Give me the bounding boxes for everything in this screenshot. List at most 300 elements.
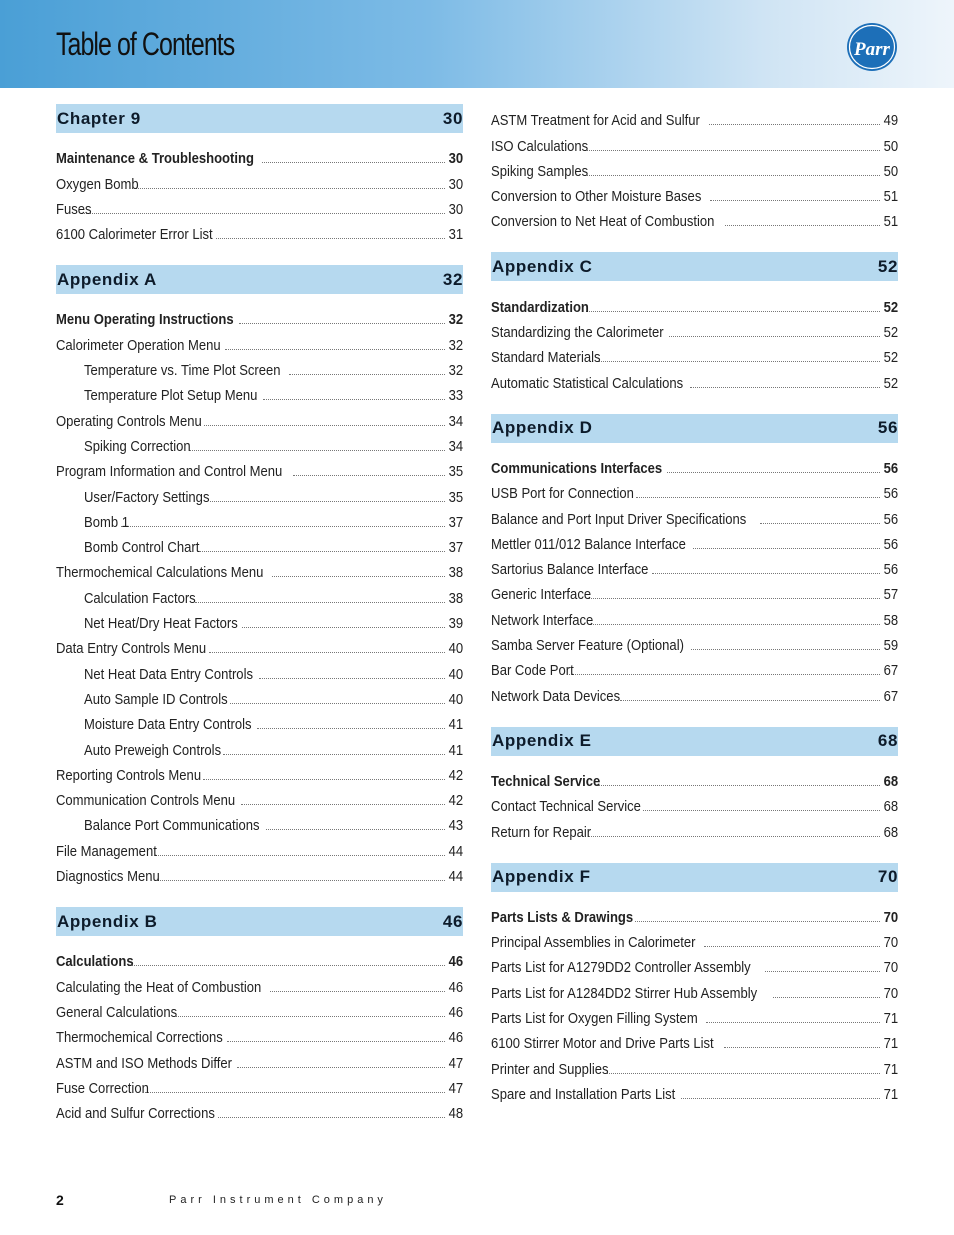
- dot-leader: [590, 624, 879, 625]
- dot-leader: [773, 997, 880, 998]
- dot-leader: [230, 703, 444, 704]
- dot-leader: [765, 971, 880, 972]
- toc-entry-label: Automatic Statistical Calculations: [491, 375, 684, 392]
- toc-entry[interactable]: [491, 629, 898, 654]
- toc-entry[interactable]: [491, 679, 898, 704]
- toc-entry[interactable]: [56, 683, 463, 708]
- toc-entry-page: 50: [883, 138, 898, 155]
- dot-leader: [239, 323, 445, 324]
- toc-entry-label: Bar Code Port: [491, 663, 574, 680]
- toc-entry-label: Contact Technical Service: [491, 799, 641, 816]
- toc-entry[interactable]: [56, 455, 463, 480]
- toc-entry-page: 59: [883, 638, 898, 655]
- toc-entry-page: 56: [883, 511, 898, 528]
- toc-entry-list: [56, 142, 463, 243]
- toc-entry-label: Balance and Port Input Driver Specifications: [491, 511, 747, 528]
- dot-leader: [270, 991, 445, 992]
- toc-entry-label: Parts List for A1279DD2 Controller Assembly: [491, 960, 751, 977]
- toc-entry-label: Thermochemical Corrections: [56, 1030, 223, 1047]
- toc-entry[interactable]: [56, 142, 463, 167]
- dot-leader: [225, 349, 445, 350]
- toc-entry-label: Mettler 011/012 Balance Interface: [491, 536, 686, 553]
- dot-leader: [598, 361, 879, 362]
- toc-entry-page: 38: [448, 565, 463, 582]
- toc-entry-label: Parts List for A1284DD2 Stirrer Hub Assembly: [491, 985, 758, 1002]
- dot-leader: [218, 1117, 445, 1118]
- dot-leader: [607, 1073, 880, 1074]
- toc-entry-page: 70: [883, 985, 898, 1002]
- toc-entry-label: Moisture Data Entry Controls: [84, 717, 252, 734]
- dot-leader: [710, 200, 879, 201]
- toc-entry-page: 37: [448, 514, 463, 531]
- toc-entry[interactable]: [56, 1072, 463, 1097]
- toc-entry-page: 43: [448, 818, 463, 835]
- page-title: Table of Contents: [56, 26, 235, 62]
- toc-entry[interactable]: [56, 193, 463, 218]
- dot-leader: [585, 150, 880, 151]
- toc-entry-label: 6100 Calorimeter Error List: [56, 227, 213, 244]
- toc-entry[interactable]: [491, 341, 898, 366]
- dot-leader: [586, 311, 880, 312]
- toc-entry-label: 6100 Stirrer Motor and Drive Parts List: [491, 1036, 714, 1053]
- footer-page-number: 2: [56, 1192, 64, 1208]
- dot-leader: [262, 162, 445, 163]
- toc-entry-list: [491, 104, 898, 230]
- toc-entry-label: Spiking Correction: [84, 438, 191, 455]
- toc-entry-label: Spiking Samples: [491, 163, 589, 180]
- toc-entry[interactable]: [491, 1052, 898, 1077]
- toc-entry[interactable]: [491, 976, 898, 1001]
- toc-entry-page: 56: [883, 460, 898, 477]
- toc-entry-page: 52: [883, 325, 898, 342]
- toc-entry[interactable]: [491, 815, 898, 840]
- toc-entry-label: User/Factory Settings: [84, 489, 210, 506]
- section-heading[interactable]: [56, 907, 463, 936]
- toc-entry-page: 31: [448, 227, 463, 244]
- toc-entry[interactable]: [491, 104, 898, 129]
- toc-entry-page: 71: [883, 1086, 898, 1103]
- toc-entry-label: Bomb Control Chart: [84, 540, 200, 557]
- toc-entry[interactable]: [56, 379, 463, 404]
- toc-entry[interactable]: [56, 1097, 463, 1122]
- toc-entry[interactable]: [491, 553, 898, 578]
- toc-entry[interactable]: [56, 354, 463, 379]
- section-heading-label: Chapter 9: [57, 108, 141, 128]
- toc-entry-page: 33: [448, 388, 463, 405]
- section-heading[interactable]: [491, 863, 898, 892]
- toc-entry-label: Operating Controls Menu: [56, 413, 202, 430]
- toc-entry-list: [56, 945, 463, 1122]
- toc-entry-label: Fuses: [56, 201, 92, 218]
- dot-leader: [272, 576, 445, 577]
- toc-entry-page: 32: [448, 312, 463, 329]
- toc-entry-label: Network Data Devices: [491, 688, 621, 705]
- toc-entry-label: Conversion to Net Heat of Combustion: [491, 214, 715, 231]
- toc-entry-label: Principal Assemblies in Calorimeter: [491, 935, 696, 952]
- toc-entry-label: Net Heat/Dry Heat Factors: [84, 616, 238, 633]
- toc-entry-page: 41: [448, 717, 463, 734]
- toc-entry-page: 40: [448, 691, 463, 708]
- dot-leader: [157, 880, 445, 881]
- dot-leader: [598, 785, 880, 786]
- toc-entry-label: Parts Lists & Drawings: [491, 909, 634, 926]
- toc-entry-label: Reporting Controls Menu: [56, 767, 202, 784]
- dot-leader: [704, 946, 880, 947]
- toc-entry-page: 40: [448, 641, 463, 658]
- toc-entry[interactable]: [491, 155, 898, 180]
- dot-leader: [241, 804, 445, 805]
- parr-logo-icon: [846, 22, 898, 72]
- toc-entry-label: Standardization: [491, 299, 589, 316]
- toc-entry-page: 34: [448, 413, 463, 430]
- toc-entry-label: ASTM Treatment for Acid and Sulfur: [491, 113, 700, 130]
- toc-entry-label: Return for Repair: [491, 824, 592, 841]
- toc-left-column: [56, 104, 463, 1144]
- toc-entry-label: Standard Materials: [491, 350, 601, 367]
- toc-entry-page: 46: [448, 979, 463, 996]
- toc-entry-label: Calculation Factors: [84, 590, 196, 607]
- toc-entry-label: Program Information and Control Menu: [56, 464, 283, 481]
- dot-leader: [204, 425, 445, 426]
- toc-entry-list: [491, 290, 898, 391]
- section-heading[interactable]: [491, 252, 898, 281]
- dot-leader: [223, 754, 445, 755]
- dot-leader: [210, 501, 445, 502]
- toc-entry-label: Calorimeter Operation Menu: [56, 337, 221, 354]
- toc-section-appendix-b: [56, 907, 463, 1122]
- toc-entry[interactable]: [56, 607, 463, 632]
- toc-entry[interactable]: [56, 784, 463, 809]
- toc-entry-page: 56: [883, 536, 898, 553]
- toc-entry-label: File Management: [56, 843, 157, 860]
- toc-entry-label: Data Entry Controls Menu: [56, 641, 207, 658]
- toc-entry-page: 71: [883, 1036, 898, 1053]
- toc-entry[interactable]: [491, 654, 898, 679]
- dot-leader: [176, 1016, 445, 1017]
- section-heading-label: Appendix D: [492, 418, 593, 438]
- toc-entry[interactable]: [491, 926, 898, 951]
- dot-leader: [725, 225, 880, 226]
- toc-entry[interactable]: [491, 477, 898, 502]
- toc-entry[interactable]: [491, 1027, 898, 1052]
- dot-leader: [293, 475, 445, 476]
- section-heading-label: Appendix B: [57, 911, 158, 931]
- toc-entry-label: Temperature vs. Time Plot Screen: [84, 363, 281, 380]
- dot-leader: [121, 526, 445, 527]
- toc-section-continued: [491, 104, 898, 230]
- toc-entry-label: Maintenance & Troubleshooting: [56, 151, 254, 168]
- toc-entry[interactable]: [56, 657, 463, 682]
- dot-leader: [667, 472, 880, 473]
- toc-entry-label: Communications Interfaces: [491, 460, 663, 477]
- toc-entry[interactable]: [56, 531, 463, 556]
- toc-entry-label: Diagnostics Menu: [56, 869, 160, 886]
- toc-entry-page: 30: [448, 151, 463, 168]
- toc-entry[interactable]: [491, 452, 898, 477]
- toc-entry[interactable]: [56, 404, 463, 429]
- dot-leader: [706, 1022, 879, 1023]
- dot-leader: [724, 1047, 880, 1048]
- footer-company: Parr Instrument Company: [169, 1194, 387, 1206]
- toc-entry-label: Balance Port Communications: [84, 818, 260, 835]
- dot-leader: [690, 387, 880, 388]
- toc-entry-label: Conversion to Other Moisture Bases: [491, 189, 702, 206]
- toc-entry[interactable]: [56, 733, 463, 758]
- toc-right-column: [491, 104, 898, 1125]
- toc-entry-page: 34: [448, 438, 463, 455]
- toc-entry-label: Fuse Correction: [56, 1080, 149, 1097]
- toc-entry-label: Oxygen Bomb: [56, 176, 139, 193]
- toc-entry-label: Temperature Plot Setup Menu: [84, 388, 258, 405]
- toc-entry-page: 46: [448, 954, 463, 971]
- toc-entry[interactable]: [491, 290, 898, 315]
- toc-section-appendix-c: [491, 252, 898, 391]
- toc-entry-list: [56, 303, 463, 885]
- section-heading[interactable]: [491, 414, 898, 443]
- dot-leader: [203, 779, 445, 780]
- toc-entry-page: 37: [448, 540, 463, 557]
- toc-entry[interactable]: [56, 167, 463, 192]
- toc-entry-page: 51: [883, 189, 898, 206]
- toc-entry[interactable]: [56, 556, 463, 581]
- toc-entry[interactable]: [56, 809, 463, 834]
- toc-entry-list: [491, 765, 898, 841]
- logo-text: Parr: [854, 39, 890, 60]
- toc-entry[interactable]: [56, 708, 463, 733]
- section-heading-page: 68: [877, 731, 898, 751]
- dot-leader: [216, 238, 445, 239]
- toc-entry-page: 40: [448, 666, 463, 683]
- toc-section-appendix-e: [491, 727, 898, 841]
- toc-entry-list: [491, 452, 898, 705]
- toc-entry[interactable]: [491, 205, 898, 230]
- toc-entry-page: 67: [883, 663, 898, 680]
- toc-entry-label: Communication Controls Menu: [56, 793, 236, 810]
- dot-leader: [257, 728, 445, 729]
- section-heading-label: Appendix E: [492, 731, 592, 751]
- toc-entry-page: 47: [448, 1055, 463, 1072]
- toc-section-appendix-a: [56, 265, 463, 885]
- toc-entry[interactable]: [491, 1002, 898, 1027]
- dot-leader: [242, 627, 445, 628]
- toc-entry-label: Parts List for Oxygen Filling System: [491, 1011, 698, 1028]
- toc-entry[interactable]: [56, 860, 463, 885]
- toc-entry[interactable]: [56, 328, 463, 353]
- toc-entry-label: Net Heat Data Entry Controls: [84, 666, 254, 683]
- section-heading-page: 56: [877, 418, 898, 438]
- dot-leader: [620, 700, 880, 701]
- toc-entry-label: Bomb 1: [84, 514, 129, 531]
- toc-entry-page: 42: [448, 793, 463, 810]
- toc-entry-label: Network Interface: [491, 612, 594, 629]
- dot-leader: [237, 1067, 445, 1068]
- toc-entry-page: 30: [448, 176, 463, 193]
- toc-entry-label: Menu Operating Instructions: [56, 312, 234, 329]
- toc-entry[interactable]: [491, 502, 898, 527]
- toc-entry-label: Auto Sample ID Controls: [84, 691, 228, 708]
- toc-entry[interactable]: [491, 603, 898, 628]
- toc-entry-label: Auto Preweigh Controls: [84, 742, 222, 759]
- toc-entry-page: 68: [883, 799, 898, 816]
- toc-entry-page: 38: [448, 590, 463, 607]
- dot-leader: [635, 921, 880, 922]
- toc-entry[interactable]: [56, 632, 463, 657]
- dot-leader: [154, 855, 445, 856]
- section-heading-label: Appendix C: [492, 256, 593, 276]
- toc-entry-page: 70: [883, 935, 898, 952]
- toc-entry[interactable]: [56, 945, 463, 970]
- dot-leader: [643, 810, 880, 811]
- toc-entry[interactable]: [491, 129, 898, 154]
- toc-entry-page: 52: [883, 350, 898, 367]
- dot-leader: [760, 523, 879, 524]
- dot-leader: [259, 678, 445, 679]
- toc-entry-page: 70: [883, 960, 898, 977]
- toc-entry[interactable]: [56, 430, 463, 455]
- toc-entry-page: 71: [883, 1061, 898, 1078]
- toc-entry-page: 51: [883, 214, 898, 231]
- dot-leader: [709, 124, 880, 125]
- toc-entry-list: [491, 901, 898, 1103]
- toc-entry-page: 67: [883, 688, 898, 705]
- dot-leader: [636, 497, 880, 498]
- toc-entry-label: Sartorius Balance Interface: [491, 562, 649, 579]
- toc-entry-page: 50: [883, 163, 898, 180]
- dot-leader: [199, 551, 445, 552]
- toc-entry-page: 49: [883, 113, 898, 130]
- toc-entry-page: 35: [448, 464, 463, 481]
- toc-section-appendix-f: [491, 863, 898, 1103]
- toc-entry[interactable]: [56, 218, 463, 243]
- toc-entry-page: 56: [883, 486, 898, 503]
- toc-entry-label: Spare and Installation Parts List: [491, 1086, 676, 1103]
- toc-entry[interactable]: [56, 996, 463, 1021]
- toc-entry[interactable]: [491, 528, 898, 553]
- toc-entry-page: 70: [883, 909, 898, 926]
- toc-entry-label: Technical Service: [491, 773, 601, 790]
- dot-leader: [669, 336, 880, 337]
- section-heading-page: 46: [442, 911, 463, 931]
- toc-entry-page: 56: [883, 562, 898, 579]
- toc-entry-page: 42: [448, 767, 463, 784]
- dot-leader: [189, 450, 445, 451]
- toc-entry-page: 52: [883, 375, 898, 392]
- toc-entry-page: 58: [883, 612, 898, 629]
- toc-entry[interactable]: [491, 1078, 898, 1103]
- toc-entry-page: 32: [448, 363, 463, 380]
- toc-entry-page: 44: [448, 869, 463, 886]
- dot-leader: [569, 674, 880, 675]
- dot-leader: [588, 836, 880, 837]
- toc-entry-label: Generic Interface: [491, 587, 592, 604]
- dot-leader: [195, 602, 445, 603]
- toc-entry-label: Calculations: [56, 954, 134, 971]
- toc-entry-label: USB Port for Connection: [491, 486, 634, 503]
- section-heading-page: 70: [877, 867, 898, 887]
- dot-leader: [588, 598, 880, 599]
- toc-entry-page: 35: [448, 489, 463, 506]
- section-heading-page: 32: [442, 269, 463, 289]
- toc-entry[interactable]: [491, 578, 898, 603]
- toc-entry-label: General Calculations: [56, 1004, 178, 1021]
- toc-entry-page: 71: [883, 1011, 898, 1028]
- toc-entry[interactable]: [56, 480, 463, 505]
- toc-entry-page: 41: [448, 742, 463, 759]
- toc-entry[interactable]: [56, 759, 463, 784]
- toc-entry-label: Standardizing the Calorimeter: [491, 325, 664, 342]
- toc-section-chapter-9: [56, 104, 463, 243]
- dot-leader: [652, 573, 880, 574]
- dot-leader: [227, 1041, 445, 1042]
- dot-leader: [128, 965, 445, 966]
- section-heading[interactable]: [491, 727, 898, 756]
- toc-entry-page: 68: [883, 824, 898, 841]
- dot-leader: [81, 213, 445, 214]
- toc-entry[interactable]: [491, 901, 898, 926]
- dot-leader: [693, 548, 880, 549]
- dot-leader: [289, 374, 445, 375]
- toc-entry-page: 39: [448, 616, 463, 633]
- toc-entry-label: ISO Calculations: [491, 138, 589, 155]
- toc-entry[interactable]: [56, 1046, 463, 1071]
- section-heading-label: Appendix F: [492, 867, 591, 887]
- dot-leader: [209, 652, 445, 653]
- toc-entry-page: 52: [883, 299, 898, 316]
- toc-entry-page: 47: [448, 1080, 463, 1097]
- dot-leader: [145, 1092, 445, 1093]
- toc-entry-page: 46: [448, 1004, 463, 1021]
- toc-entry-label: Printer and Supplies: [491, 1061, 609, 1078]
- toc-entry-page: 32: [448, 337, 463, 354]
- toc-entry-page: 48: [448, 1106, 463, 1123]
- toc-entry[interactable]: [491, 366, 898, 391]
- toc-entry-page: 46: [448, 1030, 463, 1047]
- section-heading[interactable]: [56, 265, 463, 294]
- section-heading-page: 52: [877, 256, 898, 276]
- dot-leader: [691, 649, 880, 650]
- toc-entry[interactable]: [56, 581, 463, 606]
- dot-leader: [681, 1098, 879, 1099]
- toc-entry[interactable]: [491, 316, 898, 341]
- dot-leader: [263, 399, 444, 400]
- toc-entry[interactable]: [56, 1021, 463, 1046]
- toc-entry[interactable]: [491, 180, 898, 205]
- toc-entry-label: Samba Server Feature (Optional): [491, 638, 684, 655]
- dot-leader: [585, 175, 880, 176]
- toc-entry[interactable]: [491, 790, 898, 815]
- page-header: [0, 0, 954, 88]
- toc-entry-label: ASTM and ISO Methods Differ: [56, 1055, 233, 1072]
- toc-entry-label: Thermochemical Calculations Menu: [56, 565, 264, 582]
- toc-entry[interactable]: [491, 951, 898, 976]
- toc-entry-label: Acid and Sulfur Corrections: [56, 1106, 215, 1123]
- toc-section-appendix-d: [491, 414, 898, 705]
- toc-entry-page: 44: [448, 843, 463, 860]
- toc-entry[interactable]: [56, 834, 463, 859]
- toc-entry-page: 30: [448, 201, 463, 218]
- toc-entry[interactable]: [56, 303, 463, 328]
- toc-entry-label: Calculating the Heat of Combustion: [56, 979, 262, 996]
- toc-entry-page: 57: [883, 587, 898, 604]
- section-heading[interactable]: [56, 104, 463, 133]
- dot-leader: [134, 188, 445, 189]
- dot-leader: [266, 829, 445, 830]
- section-heading-label: Appendix A: [57, 269, 157, 289]
- section-heading-page: 30: [442, 108, 463, 128]
- toc-entry[interactable]: [56, 970, 463, 995]
- toc-entry[interactable]: [56, 506, 463, 531]
- toc-entry[interactable]: [491, 765, 898, 790]
